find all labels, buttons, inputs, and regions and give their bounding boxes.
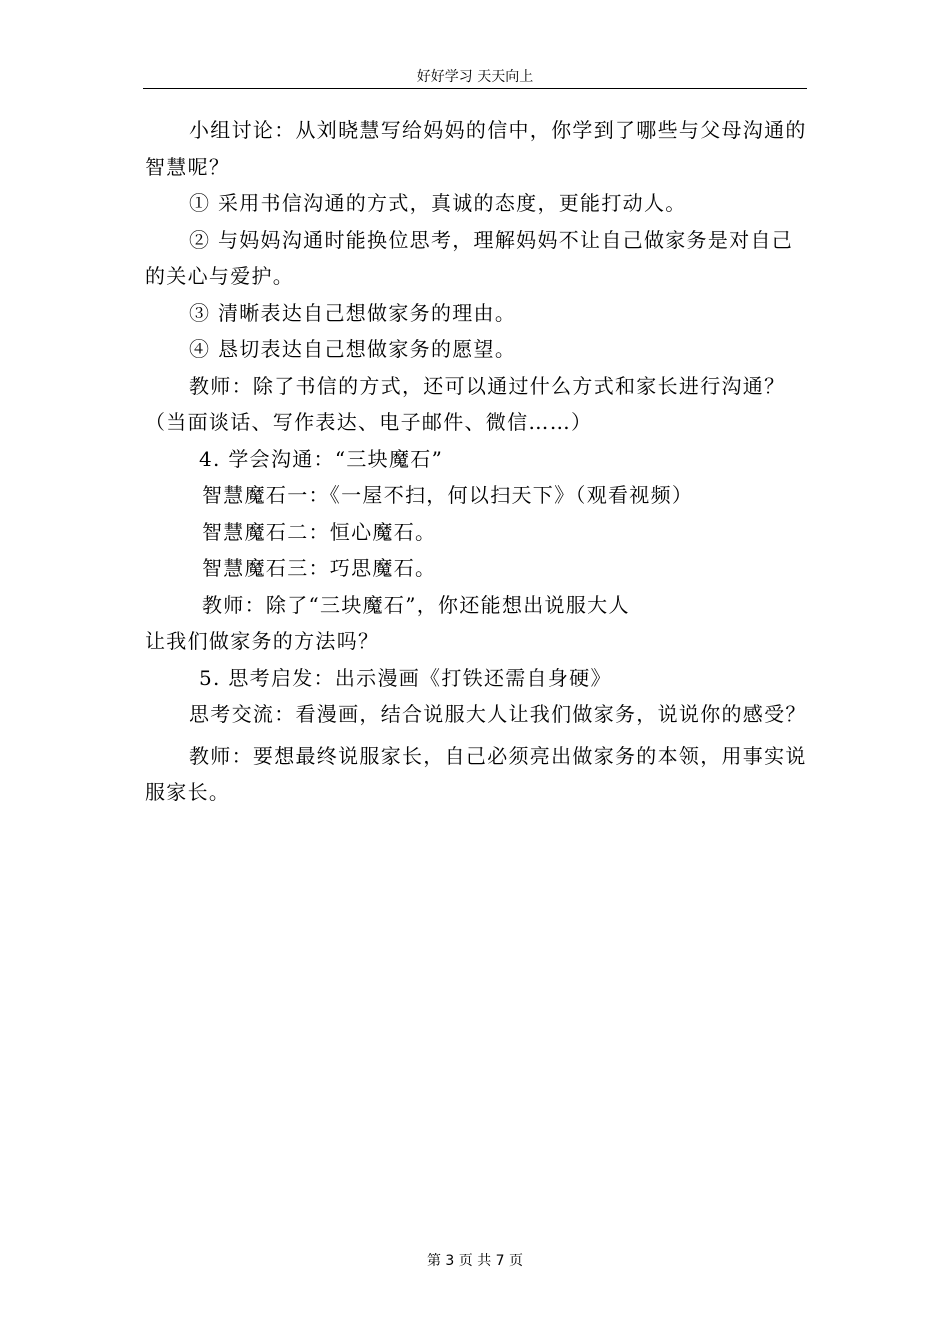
paragraph-magic-stone-3: 智慧魔石三：巧思魔石。 <box>202 556 437 580</box>
paragraph-reflection-exchange: 思考交流：看漫画，结合说服大人让我们做家务，说说你的感受？ <box>189 702 807 726</box>
page-header: 好好学习 天天向上 <box>416 69 534 85</box>
paragraph-point-2: ② 与妈妈沟通时能换位思考，理解妈妈不让自己做家务是对自己的关心与爱护。 <box>145 227 794 288</box>
header-divider <box>143 88 807 89</box>
document-body <box>145 112 810 811</box>
paragraph-point-1: ① 采用书信沟通的方式，真诚的态度，更能打动人。 <box>189 191 687 215</box>
paragraph-teacher-prompt-line-2: 让我们做家务的方法吗？ <box>145 629 380 653</box>
paragraph-point-4: ④ 恳切表达自己想做家务的愿望。 <box>189 337 517 361</box>
paragraph-magic-stone-1: 智慧魔石一：《一屋不扫，何以扫天下》（观看视频） <box>202 483 694 507</box>
paragraph-teacher-question: 教师：除了书信的方式，还可以通过什么方式和家长进行沟通？（当面谈话、写作表达、电子邮件、微信……） <box>145 373 786 434</box>
paragraph-point-3: ③ 清晰表达自己想做家务的理由。 <box>189 300 517 325</box>
paragraph-section-5-heading: 5. 思考启发：出示漫画《打铁还需自身硬》 <box>199 665 612 690</box>
paragraph-teacher-prompt-line-1: 教师：除了“三块魔石”，你还能想出说服大人 <box>202 592 630 617</box>
paragraph-magic-stone-2: 智慧魔石二：恒心魔石。 <box>202 519 437 544</box>
paragraph-section-4-heading: 4. 学会沟通：“三块魔石” <box>199 446 444 471</box>
page-footer: 第 3 页 共 7 页 <box>426 1253 524 1269</box>
paragraph-teacher-conclusion: 教师：要想最终说服家长，自己必须亮出做家务的本领，用事实说服家长。 <box>145 743 807 804</box>
paragraph-group-discussion: 小组讨论：从刘晓慧写给妈妈的信中，你学到了哪些与父母沟通的智慧呢？ <box>145 118 807 179</box>
